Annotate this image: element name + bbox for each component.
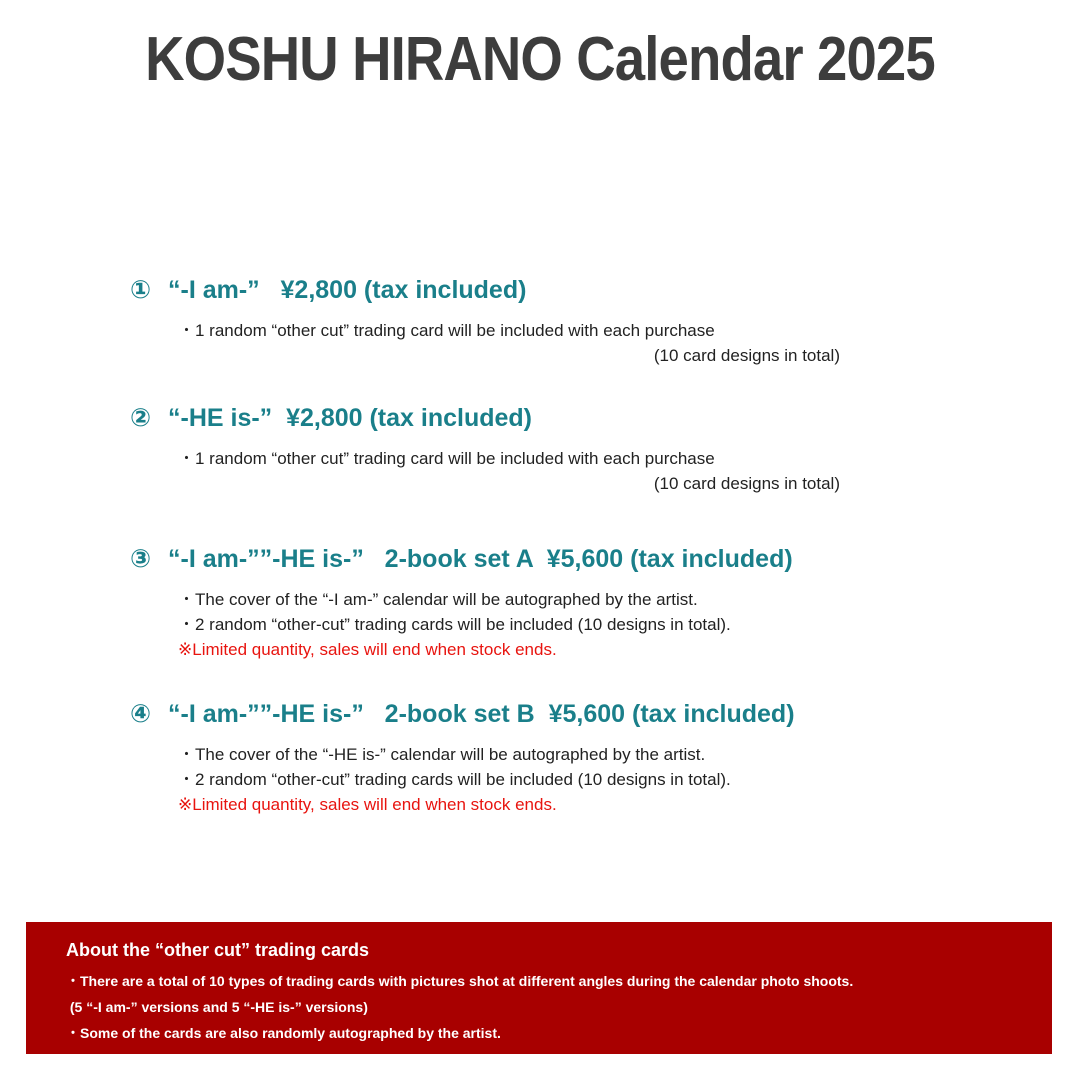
detail-line: ・2 random “other-cut” trading cards will be included (10 designs in total). [178, 615, 731, 634]
product-details [178, 742, 840, 817]
product-title: “-HE is-” ¥2,800 (tax included) [168, 404, 532, 432]
product-number: ① [130, 276, 152, 304]
detail-line: (10 card designs in total) [653, 474, 840, 493]
product-he-is [130, 402, 990, 496]
product-set-a [130, 543, 990, 662]
product-heading [130, 274, 990, 306]
product-details [178, 318, 840, 368]
product-heading [130, 402, 990, 434]
product-title: “-I am-””-HE is-” 2-book set B ¥5,600 (tax included) [168, 700, 795, 728]
product-heading [130, 543, 990, 575]
product-i-am [130, 274, 990, 368]
product-details [178, 446, 840, 496]
detail-line: ・1 random “other cut” trading card will be included with each purchase [178, 321, 715, 340]
info-line: ・Some of the cards are also randomly autographed by the artist. [66, 1025, 501, 1041]
product-number: ② [130, 404, 152, 432]
product-number: ④ [130, 700, 152, 728]
trading-card-info-box [26, 922, 1052, 1054]
info-line: (5 “-I am-” versions and 5 “-HE is-” versions) [66, 999, 368, 1015]
product-details [178, 587, 840, 662]
product-heading [130, 698, 990, 730]
product-number: ③ [130, 545, 152, 573]
detail-line: ・2 random “other-cut” trading cards will be included (10 designs in total). [178, 770, 731, 789]
product-title: “-I am-” ¥2,800 (tax included) [168, 276, 527, 304]
page-title: KOSHU HIRANO Calendar 2025 [145, 25, 935, 94]
limited-quantity-notice: ※Limited quantity, sales will end when stock ends. [178, 795, 557, 814]
detail-line: ・The cover of the “-I am-” calendar will be autographed by the artist. [178, 590, 698, 609]
detail-line: ・1 random “other cut” trading card will be included with each purchase [178, 449, 715, 468]
product-title: “-I am-””-HE is-” 2-book set A ¥5,600 (tax included) [168, 545, 793, 573]
info-box-title: About the “other cut” trading cards [66, 940, 370, 960]
detail-line: (10 card designs in total) [653, 346, 840, 365]
detail-line: ・The cover of the “-HE is-” calendar will be autographed by the artist. [178, 745, 706, 764]
info-line: ・There are a total of 10 types of trading cards with pictures shot at different angles during the calendar photo shoots. [66, 973, 854, 989]
product-set-b [130, 698, 990, 817]
limited-quantity-notice: ※Limited quantity, sales will end when stock ends. [178, 640, 557, 659]
